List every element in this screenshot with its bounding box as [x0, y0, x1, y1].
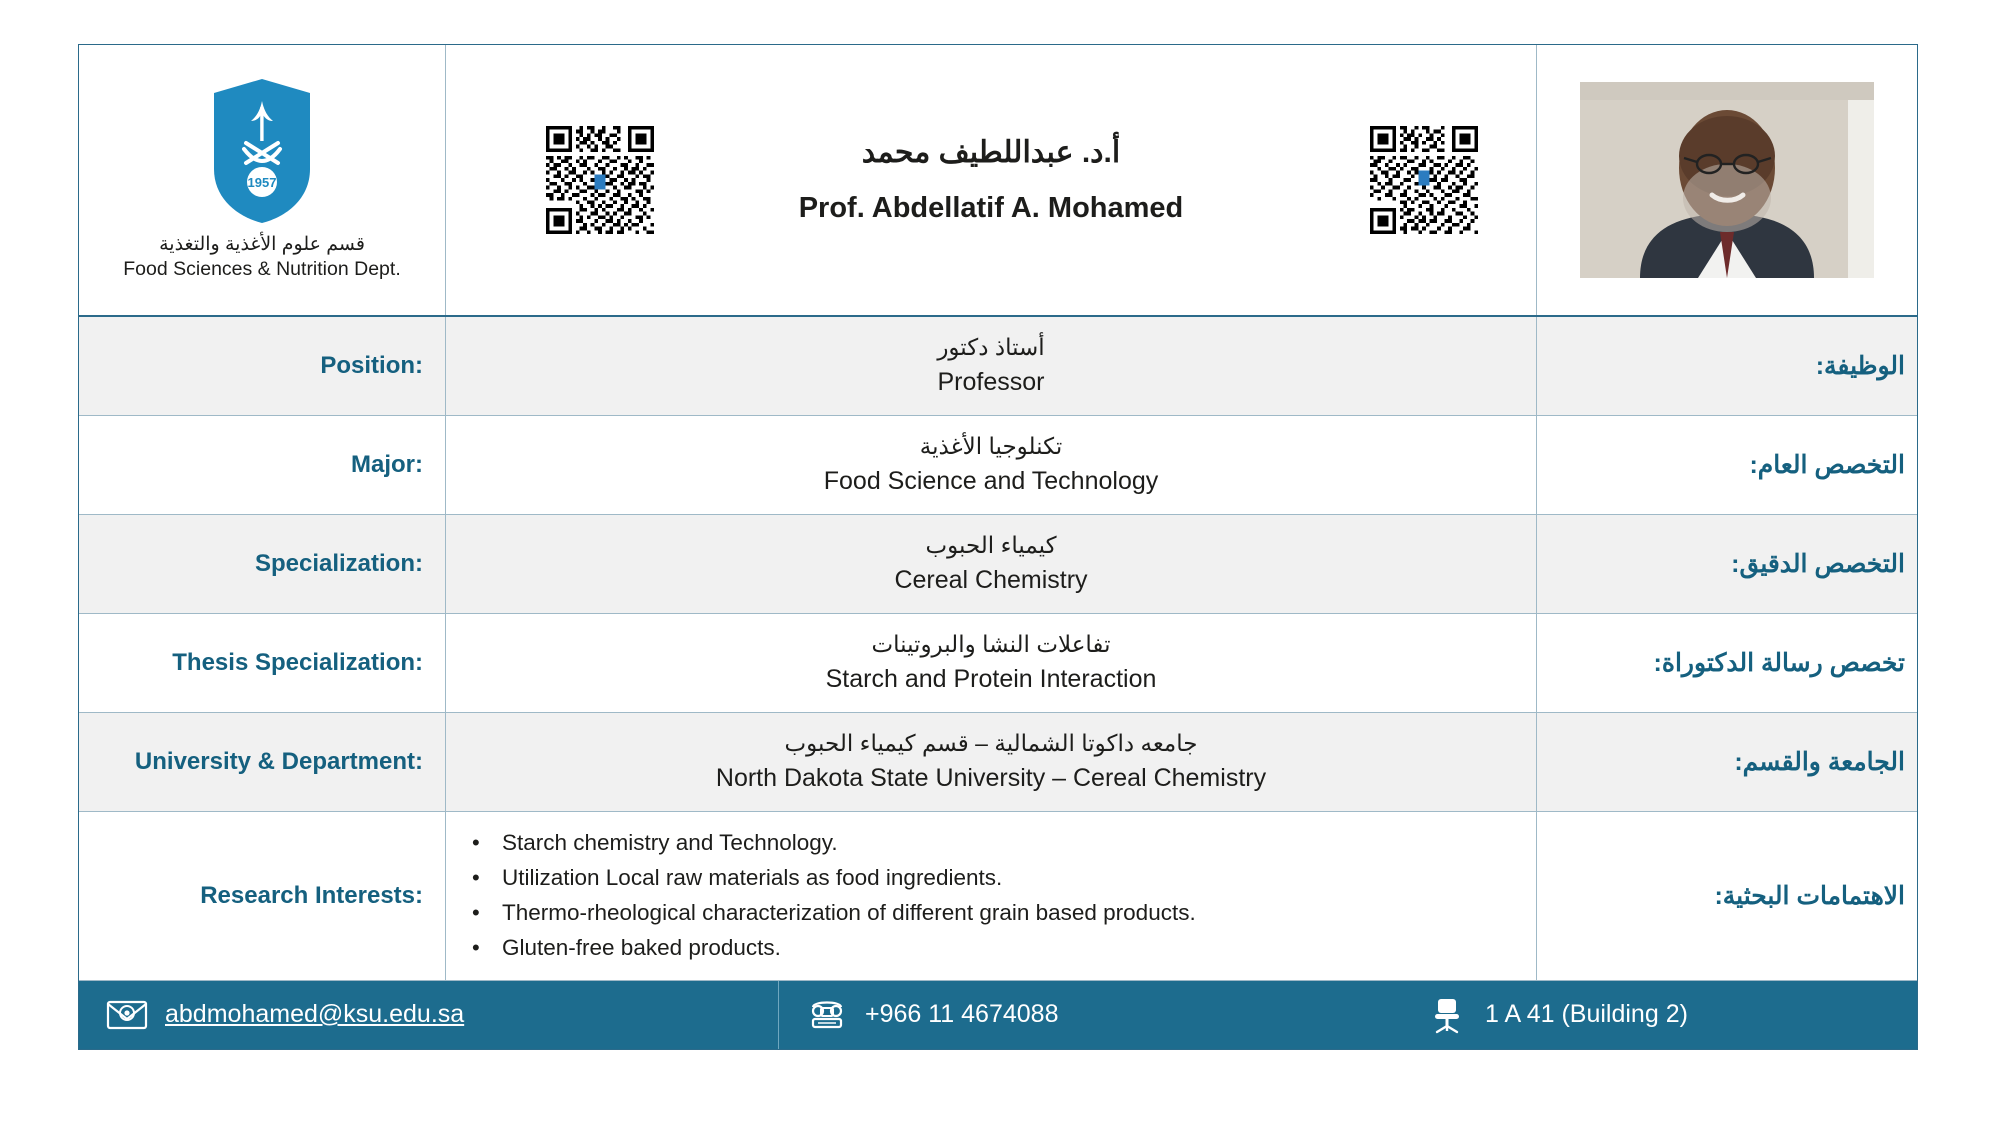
qr-code-left-icon[interactable]	[546, 126, 654, 234]
row-label-english: Specialization:	[79, 515, 446, 613]
logo-cell	[79, 45, 446, 315]
row-label-english: Position:	[79, 317, 446, 415]
office-chair-icon	[1425, 993, 1469, 1037]
row-value-english: Food Science and Technology	[823, 467, 1159, 496]
row-label-english: Major:	[79, 416, 446, 514]
bullet-icon: •	[472, 899, 480, 925]
faculty-name-arabic: أ.د. عبداللطيف محمد	[861, 136, 1121, 169]
row-label-arabic: تخصص رسالة الدكتوراة:	[1653, 649, 1905, 677]
ksu-logo-icon	[210, 77, 314, 225]
table-row	[79, 515, 1917, 614]
research-label-arabic: الاهتمامات البحثية:	[1714, 881, 1905, 910]
footer-office-segment	[1399, 981, 1917, 1049]
research-interests-list	[446, 812, 1537, 980]
faculty-photo	[1580, 82, 1874, 278]
row-label-arabic: الوظيفة:	[1815, 352, 1905, 380]
list-item	[472, 896, 1516, 931]
footer-phone-segment[interactable]	[779, 981, 1399, 1049]
row-value-arabic: أستاذ دكتور	[937, 334, 1045, 361]
table-row	[79, 317, 1917, 416]
row-value-english: Professor	[937, 368, 1045, 397]
research-label-english: Research Interests:	[79, 812, 446, 980]
row-value-arabic: تفاعلات النشا والبروتينات	[871, 631, 1111, 658]
row-value-english: North Dakota State University – Cereal Chemistry	[715, 764, 1267, 793]
contact-footer	[79, 981, 1917, 1049]
row-value-english: Cereal Chemistry	[894, 566, 1088, 595]
department-name-english: Food Sciences & Nutrition Dept.	[123, 257, 401, 280]
row-value-arabic: جامعه داكوتا الشمالية – قسم كيمياء الحبوب	[784, 730, 1198, 757]
list-item	[472, 931, 1516, 966]
footer-email-segment[interactable]	[79, 981, 779, 1049]
row-label-arabic: التخصص الدقيق:	[1731, 550, 1905, 578]
qr-code-right-icon[interactable]	[1370, 126, 1478, 234]
office-text: 1 A 41 (Building 2)	[1485, 1000, 1688, 1028]
row-label-arabic: التخصص العام:	[1749, 451, 1905, 479]
list-item	[472, 826, 1516, 861]
telephone-icon	[805, 993, 849, 1037]
row-label-arabic: الجامعة والقسم:	[1734, 748, 1905, 776]
list-item	[472, 861, 1516, 896]
table-row	[79, 416, 1917, 515]
bullet-icon: •	[472, 830, 480, 855]
photo-cell	[1537, 45, 1917, 315]
table-row	[79, 614, 1917, 713]
row-value-cell	[446, 713, 1537, 811]
department-name-arabic: قسم علوم الأغذية والتغذية	[159, 233, 365, 255]
row-value-cell	[446, 317, 1537, 415]
row-label-english: Thesis Specialization:	[79, 614, 446, 712]
row-value-cell	[446, 614, 1537, 712]
logo-year-text: 1957	[247, 174, 277, 190]
list-item-text: Gluten-free baked products.	[502, 934, 781, 960]
row-value-cell	[446, 416, 1537, 514]
email-text[interactable]: abdmohamed@ksu.edu.sa	[165, 1000, 465, 1028]
research-interests-row	[79, 812, 1917, 981]
list-item-text: Thermo-rheological characterization of different grain based products.	[502, 899, 1196, 925]
row-value-arabic: تكنلوجيا الأغذية	[919, 433, 1063, 460]
bullet-icon: •	[472, 864, 480, 890]
row-value-arabic: كيمياء الحبوب	[925, 532, 1057, 559]
row-label-english: University & Department:	[79, 713, 446, 811]
list-item-text: Utilization Local raw materials as food ingredients.	[502, 864, 1003, 890]
phone-text: +966 11 4674088	[865, 1000, 1059, 1028]
row-value-cell	[446, 515, 1537, 613]
faculty-profile-card	[78, 44, 1918, 1050]
envelope-icon	[105, 993, 149, 1037]
table-row	[79, 713, 1917, 812]
row-value-english: Starch and Protein Interaction	[825, 665, 1157, 694]
header-name-cell	[446, 45, 1537, 315]
faculty-name-english: Prof. Abdellatif A. Mohamed	[798, 192, 1184, 224]
bullet-icon: •	[472, 934, 480, 960]
list-item-text: Starch chemistry and Technology.	[502, 830, 838, 855]
card-header	[79, 45, 1917, 317]
